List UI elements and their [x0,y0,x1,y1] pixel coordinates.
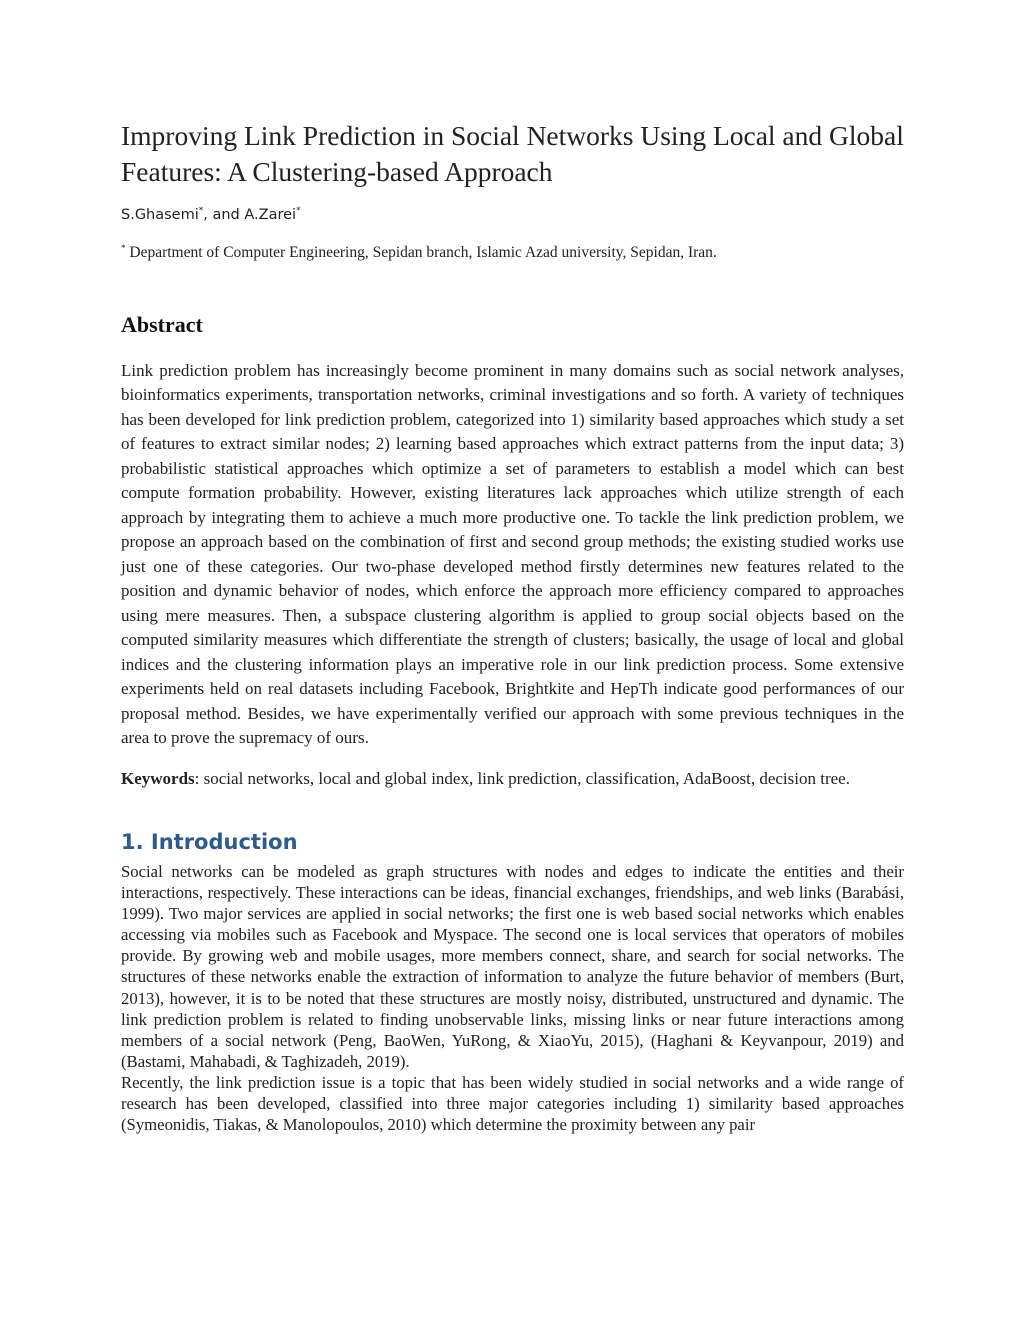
author-name: S.Ghasemi [121,206,199,223]
paragraph: Recently, the link prediction issue is a topic that has been widely studied in social networks and a wide range of research has been developed, classified into three major categories including 1) similarity based approaches (Symeonidis, Tiakas, & Manolopoulos, 2010) which determine the proximity between any pair [121,1072,904,1135]
affiliation-text: Department of Computer Engineering, Sepidan branch, Islamic Azad university, Sepidan, Iran. [125,243,717,261]
keywords [121,767,904,791]
affiliation-mark: * [121,242,126,253]
affiliation-mark: * [296,206,301,216]
paragraph: Social networks can be modeled as graph structures with nodes and edges to indicate the entities and their interactions, respectively. These interactions can be ideas, financial exchanges, friendships, and web links (Barabási, 1999). Two major services are applied in social networks; the first one is web based social networks which enables accessing via mobiles such as Facebook and Myspace. The second one is local services that operators of mobiles provide. By growing web and mobile usages, more members connect, share, and search for social networks. The structures of these networks enable the extraction of information to analyze the future behavior of members (Burt, 2013), however, it is to be noted that these structures are mostly noisy, distributed, unstructured and dynamic. The link prediction problem is related to finding unobservable links, missing links or near future interactions among members of a social network (Peng, BaoWen, YuRong, & XiaoYu, 2015), (Haghani & Keyvanpour, 2019) and (Bastami, Mahabadi, & Taghizadeh, 2019). [121,861,904,1071]
introduction-body [121,861,904,1135]
author-name: A.Zarei [244,206,297,223]
abstract-heading: Abstract [121,311,203,337]
abstract-body: Link prediction problem has increasingly become prominent in many domains such as social network analyses, bioinformatics experiments, transportation networks, criminal investigations and so forth. A variety of techniques has been developed for link prediction problem, categorized into 1) similarity based approaches which study a set of features to extract similar nodes; 2) learning based approaches which extract patterns from the input data; 3) probabilistic statistical approaches which optimize a set of parameters to establish a model which can best compute formation probability. However, existing literatures lack approaches which utilize strength of each approach by integrating them to achieve a much more productive one. To tackle the link prediction problem, we propose an approach based on the combination of first and second group methods; the existing studied works use just one of these categories. Our two-phase developed method firstly determines new features related to the position and dynamic behavior of nodes, which enforce the approach more efficiency compared to approaches using mere measures. Then, a subspace clustering algorithm is applied to group social objects based on the computed similarity measures which differentiate the strength of clusters; basically, the usage of local and global indices and the clustering information plays an imperative role in our link prediction process. Some extensive experiments held on real datasets including Facebook, Brightkite and HepTh indicate good performances of our proposal method. Besides, we have experimentally verified our approach with some previous techniques in the area to prove the supremacy of ours. [121,360,904,748]
author-list [121,206,904,223]
affiliation-mark: * [198,206,204,216]
author-separator: , and [203,206,245,223]
affiliation [121,243,904,262]
paper-title: Improving Link Prediction in Social Networks Using Local and Global Features: A Clustering-based Approach [121,120,904,187]
keywords-label: Keywords [121,768,195,788]
keywords-text: : social networks, local and global index, link prediction, classification, AdaBoost, decision tree. [194,768,850,788]
page-content [121,118,904,1135]
section-heading-introduction: 1. Introduction [121,829,298,854]
